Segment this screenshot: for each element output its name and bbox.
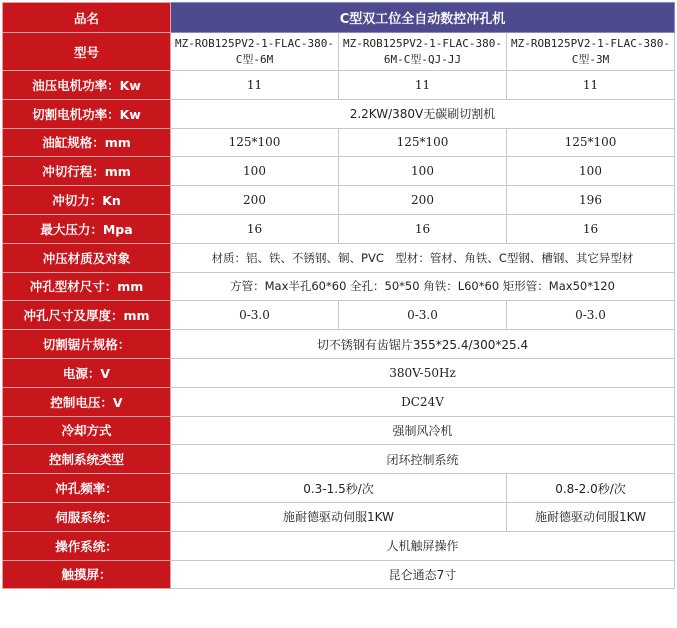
value-cell: 0.3-1.5秒/次 bbox=[171, 474, 507, 503]
value-cell: 125*100 bbox=[339, 128, 507, 157]
value-cell: 200 bbox=[339, 186, 507, 215]
table-row bbox=[3, 560, 675, 589]
model-cell: MZ-ROB125PV2-1-FLAC-380-6M-C型-QJ-JJ bbox=[339, 33, 507, 71]
row-label: 控制系统类型 bbox=[3, 445, 171, 474]
table-row bbox=[3, 272, 675, 301]
value-cell: 100 bbox=[507, 157, 675, 186]
table-row bbox=[3, 531, 675, 560]
value-cell: 11 bbox=[507, 71, 675, 100]
table-row bbox=[3, 358, 675, 387]
value-cell: 昆仑通态7寸 bbox=[171, 560, 675, 589]
row-label: 电源：V bbox=[3, 358, 171, 387]
value-cell: 200 bbox=[171, 186, 339, 215]
value-cell: 0-3.0 bbox=[339, 301, 507, 330]
table-row bbox=[3, 474, 675, 503]
row-label: 伺服系统： bbox=[3, 502, 171, 531]
table-row bbox=[3, 157, 675, 186]
value-cell: 16 bbox=[507, 214, 675, 243]
value-cell: 方管：Max半孔60*60 全孔：50*50 角铁：L60*60 矩形管：Max50*120 bbox=[171, 272, 675, 301]
row-label: 最大压力：Mpa bbox=[3, 214, 171, 243]
value-cell: 16 bbox=[339, 214, 507, 243]
table-row bbox=[3, 445, 675, 474]
row-label: 冲压材质及对象 bbox=[3, 243, 171, 272]
row-label: 冲孔频率： bbox=[3, 474, 171, 503]
value-cell: 0-3.0 bbox=[171, 301, 339, 330]
value-cell: 切不锈钢有齿锯片355*25.4/300*25.4 bbox=[171, 330, 675, 359]
row-label: 冷却方式 bbox=[3, 416, 171, 445]
row-label: 触摸屏： bbox=[3, 560, 171, 589]
table-row bbox=[3, 186, 675, 215]
table-row bbox=[3, 71, 675, 100]
table-row bbox=[3, 243, 675, 272]
value-cell: 125*100 bbox=[507, 128, 675, 157]
table-row bbox=[3, 99, 675, 128]
table-row bbox=[3, 416, 675, 445]
value-cell: 125*100 bbox=[171, 128, 339, 157]
value-cell: 0.8-2.0秒/次 bbox=[507, 474, 675, 503]
value-cell: 施耐德驱动伺服1KW bbox=[507, 502, 675, 531]
row-label: 操作系统： bbox=[3, 531, 171, 560]
row-model bbox=[3, 33, 675, 71]
value-cell: 2.2KW/380V无碳刷切割机 bbox=[171, 99, 675, 128]
row-label: 切割锯片规格： bbox=[3, 330, 171, 359]
row-label: 冲孔尺寸及厚度：mm bbox=[3, 301, 171, 330]
row-label: 切割电机功率：Kw bbox=[3, 99, 171, 128]
row-label: 油压电机功率：Kw bbox=[3, 71, 171, 100]
row-label: 型号 bbox=[3, 33, 171, 71]
value-cell: 100 bbox=[171, 157, 339, 186]
row-label: 冲切行程：mm bbox=[3, 157, 171, 186]
value-cell: 100 bbox=[339, 157, 507, 186]
row-product-name bbox=[3, 3, 675, 33]
spec-table bbox=[2, 2, 675, 589]
table-row bbox=[3, 128, 675, 157]
value-cell: 材质：铝、铁、不锈钢、铜、PVC 型材：管材、角铁、C型钢、槽钢、其它异型材 bbox=[171, 243, 675, 272]
value-cell: 16 bbox=[171, 214, 339, 243]
model-cell: MZ-ROB125PV2-1-FLAC-380-C型-6M bbox=[171, 33, 339, 71]
row-label: 控制电压：V bbox=[3, 387, 171, 416]
value-cell: 196 bbox=[507, 186, 675, 215]
row-label: 品名 bbox=[3, 3, 171, 33]
value-cell: 闭环控制系统 bbox=[171, 445, 675, 474]
table-row bbox=[3, 387, 675, 416]
row-label: 油缸规格：mm bbox=[3, 128, 171, 157]
value-cell: 380V-50Hz bbox=[171, 358, 675, 387]
spec-table-wrapper bbox=[2, 2, 674, 589]
table-row bbox=[3, 214, 675, 243]
table-row bbox=[3, 301, 675, 330]
table-row bbox=[3, 502, 675, 531]
table-row bbox=[3, 330, 675, 359]
value-cell: 11 bbox=[339, 71, 507, 100]
model-cell: MZ-ROB125PV2-1-FLAC-380-C型-3M bbox=[507, 33, 675, 71]
product-name: C型双工位全自动数控冲孔机 bbox=[171, 3, 675, 33]
row-label: 冲孔型材尺寸：mm bbox=[3, 272, 171, 301]
row-label: 冲切力：Kn bbox=[3, 186, 171, 215]
value-cell: 人机触屏操作 bbox=[171, 531, 675, 560]
value-cell: 施耐德驱动伺服1KW bbox=[171, 502, 507, 531]
value-cell: 11 bbox=[171, 71, 339, 100]
value-cell: DC24V bbox=[171, 387, 675, 416]
value-cell: 0-3.0 bbox=[507, 301, 675, 330]
value-cell: 强制风冷机 bbox=[171, 416, 675, 445]
